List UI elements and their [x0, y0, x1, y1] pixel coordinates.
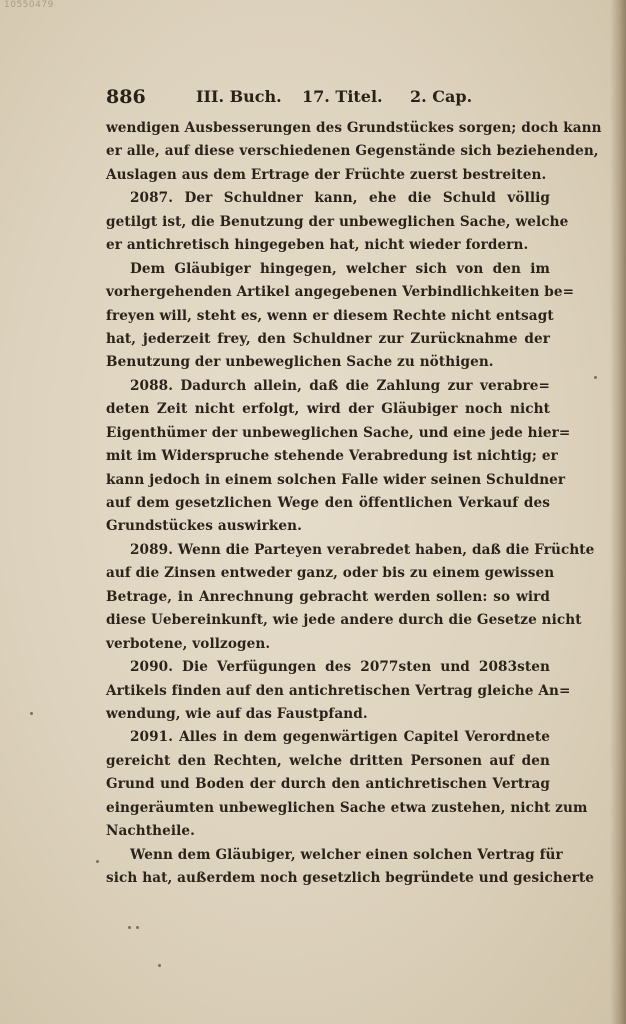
- text-line: getilgt ist, die Benutzung der unbeweglichen Sache, welche: [106, 213, 569, 230]
- text-line: Wenn dem Gläubiger, welcher einen solchen Vertrag für: [130, 846, 563, 863]
- paper-speck: [30, 712, 33, 715]
- paper-speck: [158, 964, 161, 967]
- scan-id-label: 10550479: [4, 0, 54, 10]
- text-line: 2091. Alles in dem gegenwärtigen Capitel Verordnete: [130, 729, 550, 746]
- text-line: Artikels finden auf den antichretischen Vertrag gleiche An=: [106, 682, 571, 699]
- text-line: 2089. Wenn die Parteyen verabredet haben, daß die Früchte: [130, 541, 595, 558]
- text-line: er alle, auf diese verschiedenen Gegenstände sich beziehenden,: [106, 143, 599, 160]
- page-edge-shadow: [610, 0, 626, 1024]
- text-line: Eigenthümer der unbeweglichen Sache, und eine jede hier=: [106, 424, 571, 441]
- text-line: Grund und Boden der durch den antichretischen Vertrag: [106, 776, 550, 793]
- text-line: 2088. Dadurch allein, daß die Zahlung zur verabre=: [130, 377, 550, 394]
- text-line: freyen will, steht es, wenn er diesem Rechte nicht entsagt: [106, 307, 554, 324]
- page-number: 886: [106, 86, 146, 108]
- header-title-section: 17. Titel.: [302, 87, 383, 106]
- text-line: mit im Widerspruche stehende Verabredung ist nichtig; er: [106, 448, 558, 465]
- text-line: Benutzung der unbeweglichen Sache zu nöthigen.: [106, 354, 494, 371]
- text-line: kann jedoch in einem solchen Falle wider seinen Schuldner: [106, 471, 566, 488]
- text-line: auf die Zinsen entweder ganz, oder bis zu einem gewissen: [106, 565, 555, 582]
- paper-speck: [128, 926, 131, 929]
- text-line: deten Zeit nicht erfolgt, wird der Gläubiger noch nicht: [106, 401, 550, 418]
- body-text: [106, 117, 602, 890]
- text-line: Nachtheile.: [106, 823, 196, 840]
- text-line: wendigen Ausbesserungen des Grundstückes sorgen; doch kann: [106, 120, 602, 136]
- header-book: III. Buch.: [196, 87, 282, 106]
- text-line: diese Uebereinkunft, wie jede andere durch die Gesetze nicht: [106, 612, 582, 629]
- text-line: gereicht den Rechten, welche dritten Personen auf den: [106, 752, 550, 769]
- text-line: Grundstückes auswirken.: [106, 518, 302, 535]
- text-line: verbotene, vollzogen.: [106, 635, 271, 652]
- paper-speck: [96, 860, 99, 863]
- text-line: sich hat, außerdem noch gesetzlich begründete und gesicherte: [106, 870, 595, 886]
- paper-speck: [136, 926, 139, 929]
- running-header: [106, 86, 550, 110]
- text-line: er antichretisch hingegeben hat, nicht wieder fordern.: [106, 237, 529, 254]
- text-line: 2090. Die Verfügungen des 2077sten und 2083sten: [130, 659, 550, 676]
- text-line: hat, jederzeit frey, den Schuldner zur Zurücknahme der: [106, 330, 550, 347]
- text-line: eingeräumten unbeweglichen Sache etwa zustehen, nicht zum: [106, 799, 588, 816]
- text-line: Betrage, in Anrechnung gebracht werden sollen: so wird: [106, 588, 550, 605]
- paper-speck: [594, 376, 597, 379]
- text-line: Dem Gläubiger hingegen, welcher sich von den im: [130, 260, 550, 277]
- text-line: Auslagen aus dem Ertrage der Früchte zuerst bestreiten.: [106, 166, 547, 183]
- header-chapter: 2. Cap.: [410, 87, 473, 106]
- text-line: auf dem gesetzlichen Wege den öffentlichen Verkauf des: [106, 495, 550, 511]
- text-line: 2087. Der Schuldner kann, ehe die Schuld völlig: [130, 190, 550, 207]
- text-line: wendung, wie auf das Faustpfand.: [106, 705, 368, 722]
- text-line: vorhergehenden Artikel angegebenen Verbindlichkeiten be=: [106, 284, 575, 301]
